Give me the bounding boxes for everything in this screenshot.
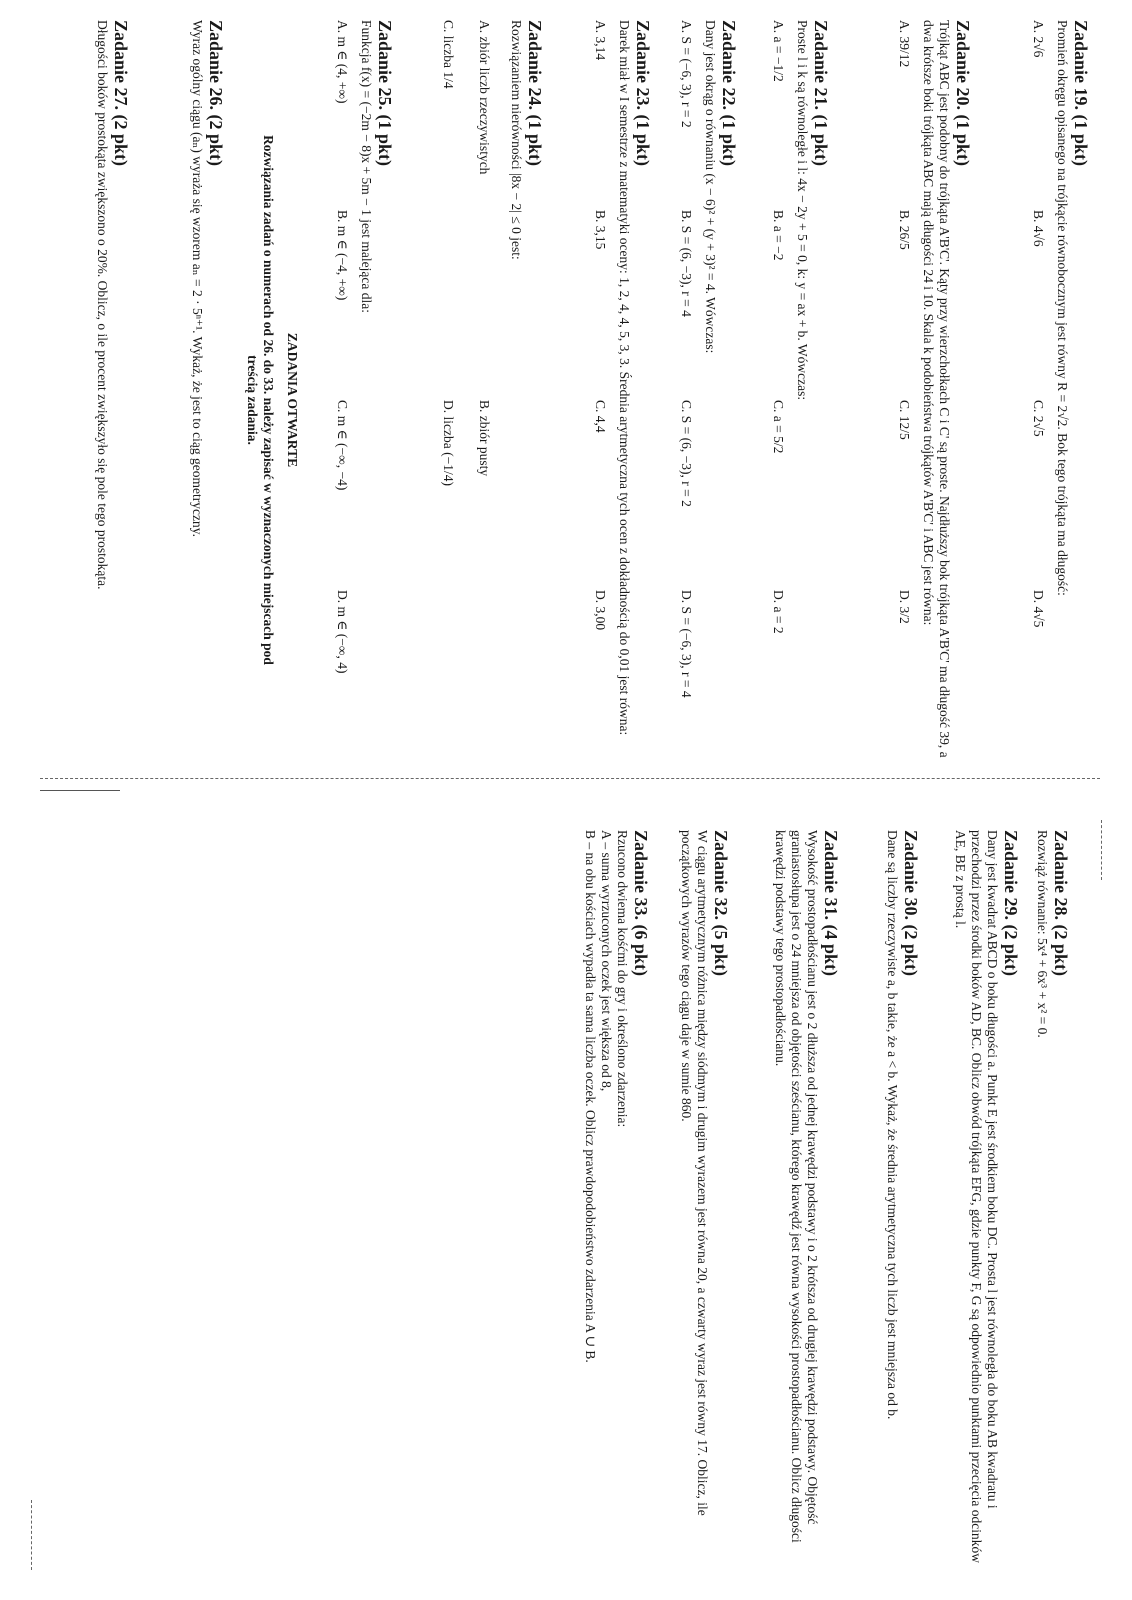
task-27	[94, 20, 132, 780]
task-33-text: Rzucono dwiema kośćmi do gry i określono zdarzenia:	[615, 830, 630, 1128]
task-23-option-a: A. 3,14	[593, 20, 608, 61]
task-20	[894, 20, 974, 780]
task-19-option-b: B. 4√6	[1031, 210, 1046, 247]
task-19-options	[1028, 20, 1048, 780]
task-20-option-b: B. 26/5	[897, 210, 912, 250]
task-28	[1034, 830, 1072, 1570]
task-24-option-b: B. zbiór pusty	[477, 400, 492, 477]
task-25-option-b: B. m ∈ (−4, +∞)	[335, 210, 350, 301]
task-25-option-c: C. m ∈ (−∞, −4)	[335, 400, 350, 491]
task-21	[768, 20, 832, 780]
task-20-option-a: A. 39/12	[897, 20, 912, 68]
task-25-option-d: D. m ∈ (−∞, 4)	[335, 590, 350, 674]
task-20-option-c: C. 12/5	[897, 400, 912, 440]
task-29-text: Dany jest kwadrat ABCD o boku długości a. Punkt E jest środkiem boku DC. Prosta l jest równoległa do boku AB kwadratu i przechodzi przez środki boków AD, BC. Oblicz obwód trójkąta EFG, gdzie punkty F, G są odpowiednio punktami przecięcia odcinków AE, BE z prostą l.	[953, 830, 1000, 1564]
task-31-text: Wysokość prostopadłościanu jest o 2 dłuższa od jednej krawędzi podstawy i o 2 krótsza od drugiej krawędzi podstawy. Objętość graniastosłupa jest o 24 mniejsza od objętości sześcianu, którego krawędź jest równa wysokości prostopadłościanu. Oblicz długości krawędzi podstawy tego prostopadłościanu.	[773, 830, 820, 1543]
task-21-options	[768, 20, 788, 780]
task-22	[676, 20, 740, 780]
task-23-option-c: C. 4,4	[593, 400, 608, 433]
task-24-option-c: C. liczba 1/4	[441, 20, 456, 89]
task-23	[590, 20, 654, 780]
task-21-option-d: D. a = 2	[771, 590, 786, 634]
task-32-text: W ciągu arytmetycznym różnica między siódmym i drugim wyrazem jest równa 20, a czwarty wyraz jest równy 17. Oblicz, ile początkowych wyrazów tego ciągu daje w sumie 860.	[679, 830, 710, 1516]
task-33-heading: Zadanie 33. (6 pkt)	[631, 830, 651, 977]
task-30-text: Dane są liczby rzeczywiste a, b takie, że a < b. Wykaż, że średnia arytmetyczna tych liczb jest mniejsza od b.	[885, 830, 900, 1420]
task-20-heading: Zadanie 20. (1 pkt)	[953, 20, 973, 167]
task-25-text: Funkcja f(x) = (−2m − 8)x + 5m − 1 jest malejąca dla:	[359, 20, 374, 313]
task-31-heading: Zadanie 31. (4 pkt)	[821, 830, 841, 977]
task-33-event-b: B – na obu kościach wypadła ta sama liczba oczek. Oblicz prawdopodobieństwo zdarzenia A ∪ B.	[583, 830, 598, 1363]
task-24-options-row2	[438, 20, 458, 780]
task-26	[189, 20, 227, 780]
task-23-heading: Zadanie 23. (1 pkt)	[633, 20, 653, 167]
top-dash-line	[1101, 820, 1102, 880]
task-23-options	[590, 20, 610, 780]
bottom-dash-line	[31, 1500, 32, 1570]
task-27-text: Długości boków prostokąta zwiększono o 20%. Oblicz, o ile procent zwiększyło się pole tego prostokąta.	[95, 20, 110, 590]
task-22-heading: Zadanie 22. (1 pkt)	[719, 20, 739, 167]
task-19-option-a: A. 2√6	[1031, 20, 1046, 58]
task-25-option-a: A. m ∈ (4, +∞)	[335, 20, 350, 104]
task-19-text: Promień okręgu opisanego na trójkącie równobocznym jest równy R = 2√2. Bok tego trójkąta ma długość:	[1055, 20, 1070, 596]
task-24-options-row1	[474, 20, 494, 780]
task-29-heading: Zadanie 29. (2 pkt)	[1001, 830, 1021, 977]
task-21-heading: Zadanie 21. (1 pkt)	[811, 20, 831, 167]
task-22-option-a: A. S = (−6, 3), r = 2	[679, 20, 694, 128]
task-24	[438, 20, 546, 780]
task-23-option-b: B. 3,15	[593, 210, 608, 250]
task-22-option-b: B. S = (6, −3), r = 4	[679, 210, 694, 317]
task-32	[678, 830, 732, 1570]
task-30-heading: Zadanie 30. (2 pkt)	[901, 830, 921, 977]
open-tasks-note: Rozwiązania zadań o numerach od 26. do 33. należy zapisać w wyznaczonych miejscach pod treścią zadania.	[245, 135, 276, 665]
task-25-options	[332, 20, 352, 780]
bottom-page-content	[0, 800, 1132, 1600]
task-25-heading: Zadanie 25. (1 pkt)	[375, 20, 395, 167]
task-20-options	[894, 20, 914, 780]
task-26-heading: Zadanie 26. (2 pkt)	[206, 20, 226, 167]
task-19	[1028, 20, 1092, 780]
task-32-heading: Zadanie 32. (5 pkt)	[711, 830, 731, 977]
task-26-text: Wyraz ogólny ciągu (aₙ) wyraża się wzorem aₙ = 2 · 5ⁿ⁺¹. Wykaż, że jest to ciąg geometryczny.	[190, 20, 205, 538]
task-22-option-c: C. S = (6, −3), r = 2	[679, 400, 694, 507]
task-25	[332, 20, 396, 780]
task-21-text: Proste l i k są równoległe i l: 4x − 2y + 5 = 0, k: y = ax + b. Wówczas:	[795, 20, 810, 401]
task-28-heading: Zadanie 28. (2 pkt)	[1051, 830, 1071, 977]
task-23-text: Darek miał w I semestrze z matematyki oceny: 1, 2, 4, 4, 5, 3, 3. Średnia arytmetyczna tych ocen z dokładnością do 0,01 jest równa:	[617, 20, 632, 736]
task-20-text: Trójkąt ABC jest podobny do trójkąta A'B'C'. Kąty przy wierzchołkach C i C' są proste. Najdłuższy bok trójkąta A'B'C' ma długość 39, a dwa krótsze boki trójkąta ABC mają długości 24 i 10. Skala k podobieństwa trójkątów A'B'C' i ABC jest równa:	[921, 20, 952, 758]
task-19-heading: Zadanie 19. (1 pkt)	[1071, 20, 1091, 167]
task-24-text: Rozwiązaniem nierówności |8x − 2| ≤ 0 jest:	[509, 20, 524, 260]
task-31	[772, 830, 842, 1570]
task-23-option-d: D. 3,00	[593, 590, 608, 631]
task-22-options	[676, 20, 696, 780]
task-22-option-d: D. S = (−6, 3), r = 4	[679, 590, 694, 698]
fold-line	[40, 778, 1100, 779]
task-28-text: Rozwiąż równanie: 5x⁴ + 6x³ + x² = 0.	[1035, 830, 1050, 1038]
task-24-option-a: A. zbiór liczb rzeczywistych	[477, 20, 492, 175]
task-19-option-d: D. 4√5	[1031, 590, 1046, 628]
task-27-heading: Zadanie 27. (2 pkt)	[111, 20, 131, 167]
task-30	[884, 830, 922, 1570]
task-24-option-d: D. liczba (−1/4)	[441, 400, 456, 486]
task-21-option-b: B. a = −2	[771, 210, 786, 261]
task-21-option-a: A. a = −1/2	[771, 20, 786, 82]
task-19-option-c: C. 2√5	[1031, 400, 1046, 437]
task-24-heading: Zadanie 24. (1 pkt)	[525, 20, 545, 167]
task-33-event-a: A – suma wyrzuconych oczek jest większa od 8,	[599, 830, 614, 1092]
bottom-page-half	[0, 800, 1132, 1600]
fold-line-edge	[40, 790, 120, 791]
task-29	[952, 830, 1022, 1570]
task-22-text: Dany jest okrąg o równaniu (x − 6)² + (y + 3)² = 4. Wówczas:	[703, 20, 718, 354]
open-tasks-title: ZADANIA OTWARTE	[285, 332, 300, 468]
task-20-option-d: D. 3/2	[897, 590, 912, 624]
task-21-option-c: C. a = 5/2	[771, 400, 786, 454]
task-33	[582, 830, 652, 1570]
